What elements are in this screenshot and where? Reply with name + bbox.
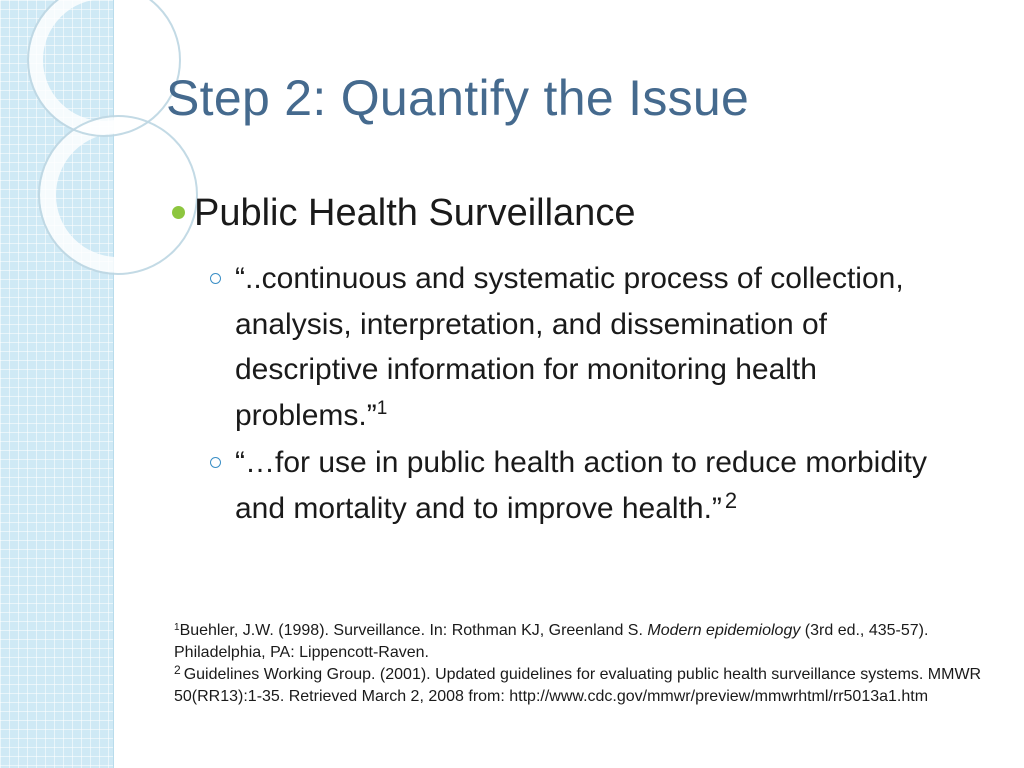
quote-text: “..continuous and systematic process of collection, analysis, interpretation, and dissemination of descriptive information for monitoring health problems.” [235, 262, 904, 432]
reference-book-title: Modern epidemiology [647, 622, 801, 639]
bullet-text: Public Health Surveillance [194, 192, 636, 234]
references [174, 620, 1024, 708]
sub-bullet-purpose [210, 440, 950, 531]
reference-text: Guidelines Working Group. (2001). Updated guidelines for evaluating public health surveillance systems. MMWR 50(RR13):1-35. Retrieved March 2, 2008 from: http://www.cdc.gov/mmwr/preview/mmwrhtml/rr5013a1.htm [174, 666, 982, 705]
reference-2 [174, 664, 1024, 708]
bullet-item [172, 190, 635, 236]
sub-bullet-definition [210, 256, 950, 438]
reference-text-rest: (3rd ed., 435-57). Philadelphia, PA: Lippencott-Raven. [174, 622, 929, 661]
ring-bullet-icon [210, 273, 221, 284]
footnote-marker: 1 [376, 397, 388, 419]
reference-1 [174, 620, 1024, 664]
sub-bullet-text [235, 440, 950, 531]
ring-bullet-icon [210, 457, 221, 468]
slide-title: Step 2: Quantify the Issue [166, 70, 750, 126]
reference-marker: 2 [174, 663, 181, 677]
bullet-dot-icon [172, 206, 185, 219]
footnote-marker: 2 [724, 487, 738, 513]
reference-text: Buehler, J.W. (1998). Surveillance. In: Rothman KJ, Greenland S. [179, 622, 648, 639]
reference-marker: 1 [174, 622, 180, 633]
decorative-rings [0, 0, 260, 300]
sub-bullet-text [235, 256, 950, 438]
quote-text: “…for use in public health action to reduce morbidity and mortality and to improve health.” [235, 446, 928, 525]
